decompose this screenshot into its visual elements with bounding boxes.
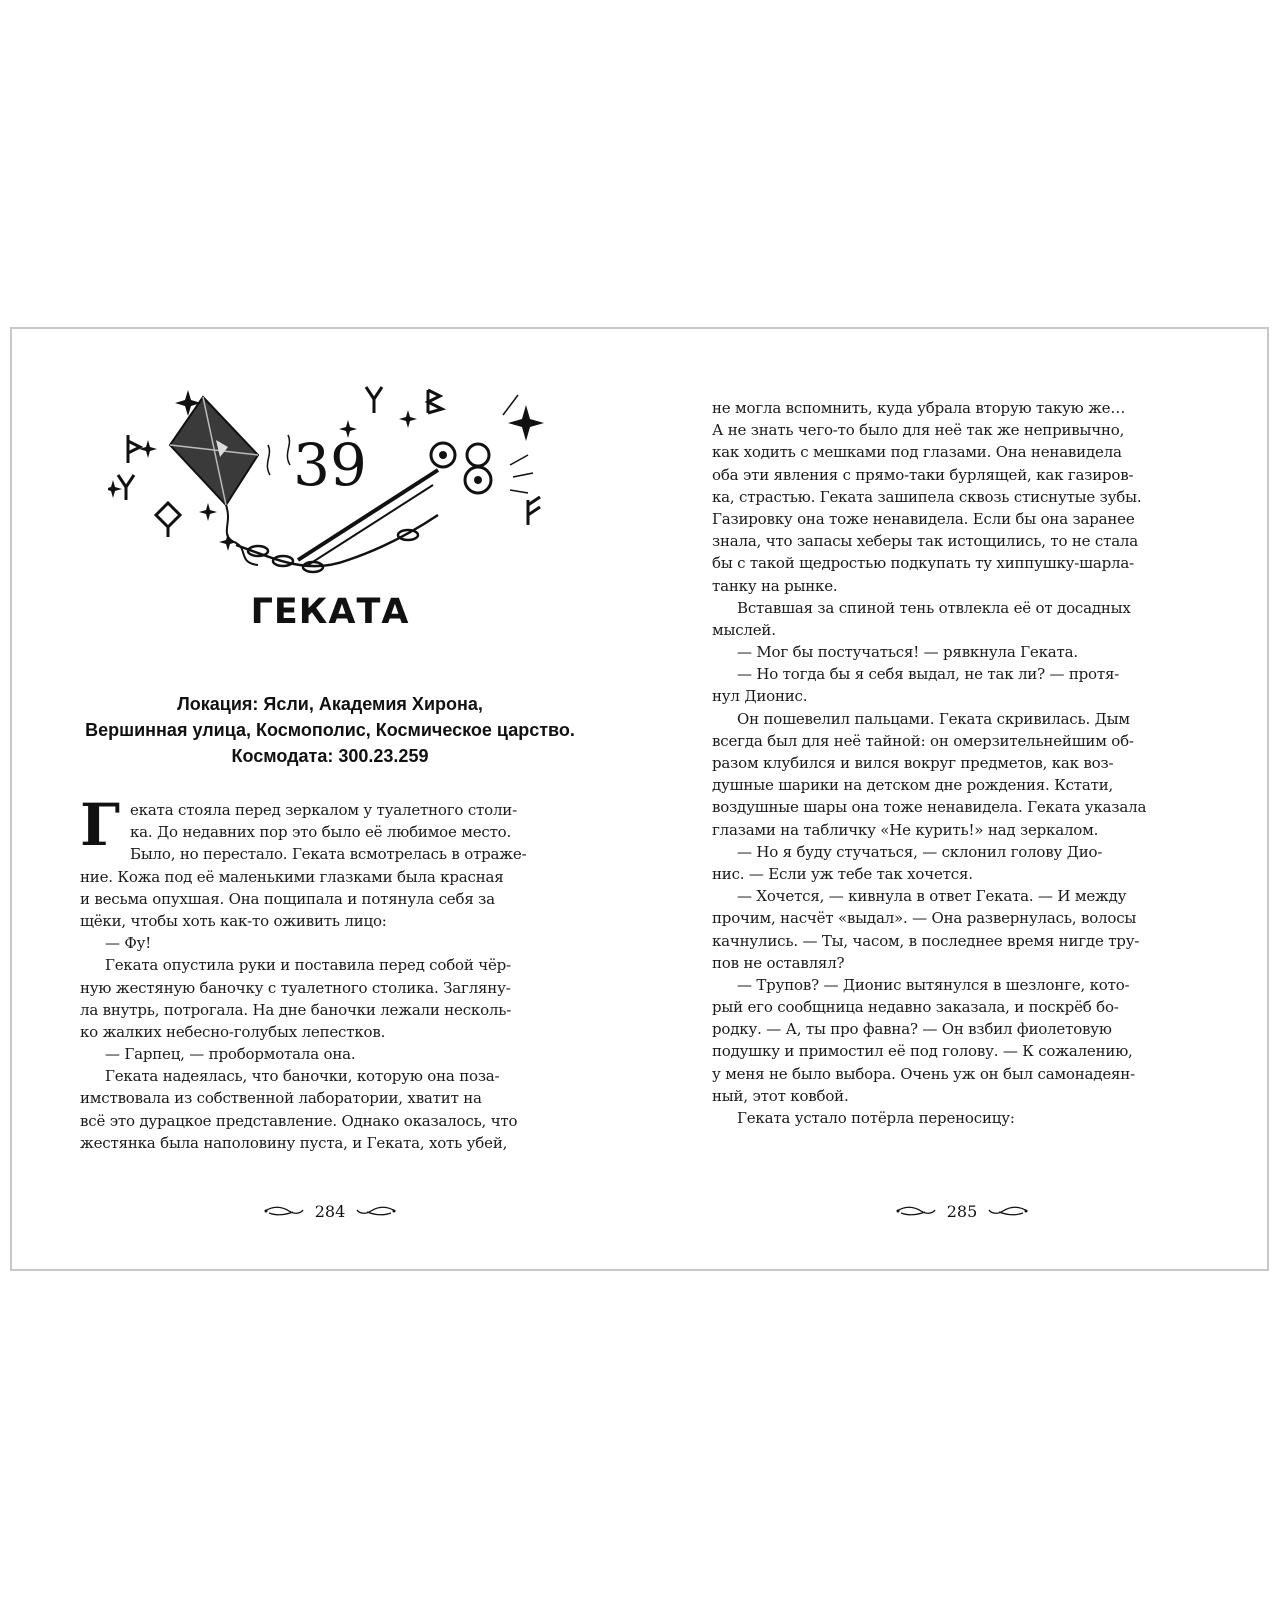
chain-icon — [236, 515, 438, 572]
text-line: Геката опустила руки и поставила перед собой чёр- — [105, 956, 511, 975]
book-spread — [10, 327, 1269, 1271]
text-line: Геката устало потёрла переносицу: — [737, 1109, 1015, 1127]
text-line: ла внутрь, потрогала. На дне баночки лежали несколь- — [80, 1000, 512, 1019]
text-line: ную жестяную баночку с туалетного столика. Загляну- — [80, 978, 511, 997]
text-line: Он пошевелил пальцами. Геката скривилась. Дым — [737, 709, 1130, 728]
page-number: 285 — [946, 1201, 978, 1221]
text-line: — Но я буду стучаться, — склонил голову Дио- — [737, 842, 1103, 861]
right-body-text — [712, 397, 1212, 1129]
text-line: — Трупов? — Дионис вытянулся в шезлонге, кото- — [737, 975, 1130, 994]
text-line: подушку и примостил её под голову. — К сожалению, — [712, 1042, 1133, 1061]
text-line: — Мог бы постучаться! — рявкнула Геката. — [737, 643, 1078, 662]
flourish-icon — [263, 1204, 305, 1218]
location-block — [80, 691, 580, 769]
text-line: глазами на табличку «Не курить!» над зеркалом. — [712, 820, 1099, 839]
text-line: — Фу! — [105, 934, 152, 953]
location-line: Вершинная улица, Космополис, Космическое царство. — [85, 720, 575, 740]
text-line: мыслей. — [712, 620, 776, 639]
cosmodate-line: Космодата: 300.23.259 — [231, 746, 429, 766]
chapter-title: ГЕКАТА — [250, 592, 410, 632]
flourish-icon — [987, 1204, 1029, 1218]
text-line: Геката надеялась, что баночки, которую она поза- — [105, 1067, 500, 1086]
text-line: — Гарпец, — пробормотала она. — [105, 1045, 356, 1064]
text-line: воздушные шары она тоже ненавидела. Геката указала — [712, 798, 1147, 817]
text-line: всегда был для неё тайной: он омерзительнейшим об- — [712, 731, 1134, 750]
text-line: ко жалких небесно-голубых лепестков. — [80, 1022, 386, 1041]
text-line: качнулись. — Ты, часом, в последнее время нигде тру- — [712, 931, 1140, 950]
text-line: прочим, насчёт «выдал». — Она развернулась, волосы — [712, 909, 1137, 928]
text-line: бы с такой щедростью подкупать ту хиппушку-шарла- — [712, 554, 1134, 573]
text-line: А не знать чего-то было для неё так же непривычно, — [712, 421, 1125, 440]
text-line: нул Дионис. — [712, 687, 808, 706]
text-line: рый его сообщница недавно заказала, и поскрёб бо- — [712, 998, 1119, 1017]
text-line: Газировку она тоже ненавидела. Если бы она заранее — [712, 509, 1135, 528]
text-line: и весьма опухшая. Она пощипала и потянула себя за — [80, 889, 495, 908]
text-line: жестянка была наполовину пуста, и Геката, хоть убей, — [80, 1133, 508, 1152]
text-line: танку на рынке. — [712, 576, 838, 595]
page-footer — [80, 1199, 580, 1223]
text-line: имствовала из собственной лаборатории, хватит на — [80, 1089, 482, 1108]
text-line: ка. До недавних пор это было её любимое место. — [130, 823, 512, 842]
location-line: Локация: Ясли, Академия Хирона, — [177, 694, 483, 714]
flourish-icon — [895, 1204, 937, 1218]
text-line: нис. — Если уж тебе так хочется. — [712, 864, 973, 883]
text-line: оба эти явления с прямо-таки бурлящей, как газиров- — [712, 465, 1134, 484]
text-line: разом клубился и вился вокруг предметов, как воз- — [712, 754, 1114, 772]
text-line: — Но тогда бы я себя выдал, не так ли? — протя- — [737, 665, 1120, 684]
text-line: ный, этот ковбой. — [712, 1086, 849, 1105]
text-line: знала, что запасы хеберы так истощились, то не стала — [712, 532, 1139, 551]
drop-cap: Г — [80, 791, 120, 859]
page-footer — [712, 1199, 1212, 1223]
left-body-text — [80, 791, 580, 1154]
text-line: всё это дурацкое представление. Однако оказалось, что — [80, 1111, 518, 1130]
text-line: Было, но перестало. Геката всмотрелась в отраже- — [130, 845, 527, 864]
text-line: ние. Кожа под её маленькими глазками была красная — [80, 867, 504, 886]
chapter-number: 39 — [293, 431, 367, 499]
text-line: Вставшая за спиной тень отвлекла её от досадных — [737, 598, 1131, 617]
text-line: — Хочется, — кивнула в ответ Геката. — И между — [737, 887, 1127, 906]
text-line: родку. — А, ты про фавна? — Он взбил фиолетовую — [712, 1020, 1112, 1039]
text-line: не могла вспомнить, куда убрала вторую такую же… — [712, 399, 1126, 417]
text-line: щёки, чтобы хоть как-то оживить лицо: — [80, 911, 387, 930]
text-line: пов не оставлял? — [712, 953, 845, 972]
text-line: еката стояла перед зеркалом у туалетного столи- — [130, 801, 517, 819]
text-line: ка, страстью. Геката зашипела сквозь стиснутые зубы. — [712, 487, 1142, 506]
text-line: душные шарики на детском дне рождения. Кстати, — [712, 776, 1114, 795]
text-line: у меня не было выбора. Очень уж он был самонадеян- — [712, 1064, 1135, 1083]
page-number: 284 — [314, 1201, 346, 1221]
text-line: как ходить с мешками под глазами. Она ненавидела — [712, 443, 1122, 462]
flourish-icon — [355, 1204, 397, 1218]
